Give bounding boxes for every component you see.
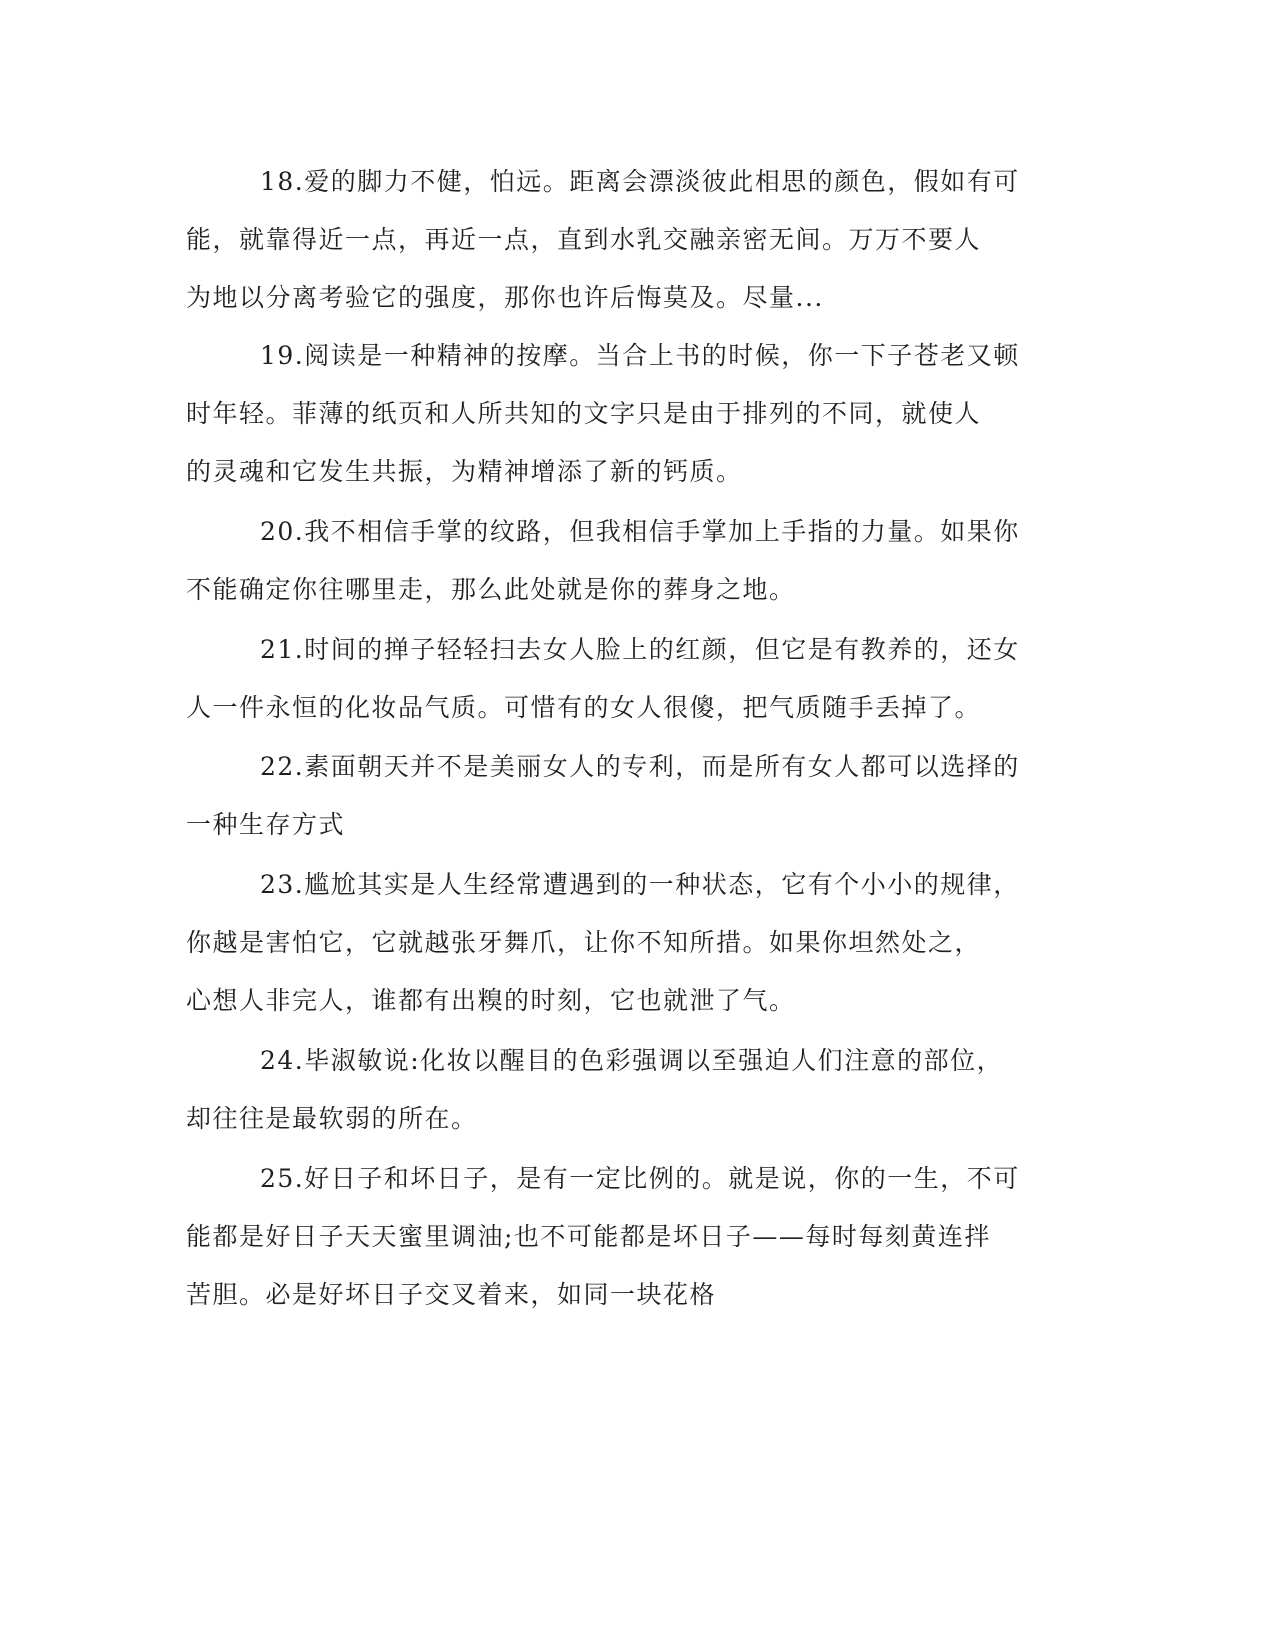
- paragraph-22-line-2: 一种生存方式: [186, 810, 346, 839]
- paragraph-20-line-1: 20.我不相信手掌的纹路，但我相信手掌加上手指的力量。如果你: [260, 517, 1020, 546]
- paragraph-24-line-2: 却往往是最软弱的所在。: [186, 1104, 478, 1133]
- paragraph-20-line-2: 不能确定你往哪里走，那么此处就是你的葬身之地。: [186, 575, 796, 604]
- paragraph-24-line-1: 24.毕淑敏说:化妆以醒目的色彩强调以至强迫人们注意的部位，: [260, 1046, 1004, 1075]
- paragraph-25-line-2: 能都是好日子天天蜜里调油;也不可能都是坏日子——每时每刻黄连拌: [186, 1222, 991, 1251]
- paragraph-19-line-1: 19.阅读是一种精神的按摩。当合上书的时候，你一下子苍老又顿: [260, 341, 1020, 370]
- paragraph-18-line-3: 为地以分离考验它的强度，那你也许后悔莫及。尽量...: [186, 283, 824, 312]
- paragraph-23-line-1: 23.尴尬其实是人生经常遭遇到的一种状态，它有个小小的规律，: [260, 870, 1020, 899]
- paragraph-18-line-1: 18.爱的脚力不健，怕远。距离会漂淡彼此相思的颜色，假如有可: [260, 167, 1020, 196]
- paragraph-19-line-3: 的灵魂和它发生共振，为精神增添了新的钙质。: [186, 457, 743, 486]
- paragraph-23-line-3: 心想人非完人，谁都有出糗的时刻，它也就泄了气。: [186, 986, 796, 1015]
- paragraph-25-line-1: 25.好日子和坏日子，是有一定比例的。就是说，你的一生，不可: [260, 1164, 1020, 1193]
- paragraph-25-line-3: 苦胆。必是好坏日子交叉着来，如同一块花格: [186, 1280, 717, 1309]
- paragraph-22-line-1: 22.素面朝天并不是美丽女人的专利，而是所有女人都可以选择的: [260, 752, 1020, 781]
- paragraph-19-line-2: 时年轻。菲薄的纸页和人所共知的文字只是由于排列的不同，就使人: [186, 399, 982, 428]
- paragraph-18-line-2: 能，就靠得近一点，再近一点，直到水乳交融亲密无间。万万不要人: [186, 225, 982, 254]
- paragraph-21-line-2: 人一件永恒的化妆品气质。可惜有的女人很傻，把气质随手丢掉了。: [186, 693, 982, 722]
- paragraph-23-line-2: 你越是害怕它，它就越张牙舞爪，让你不知所措。如果你坦然处之，: [186, 928, 982, 957]
- paragraph-21-line-1: 21.时间的掸子轻轻扫去女人脸上的红颜，但它是有教养的，还女: [260, 635, 1020, 664]
